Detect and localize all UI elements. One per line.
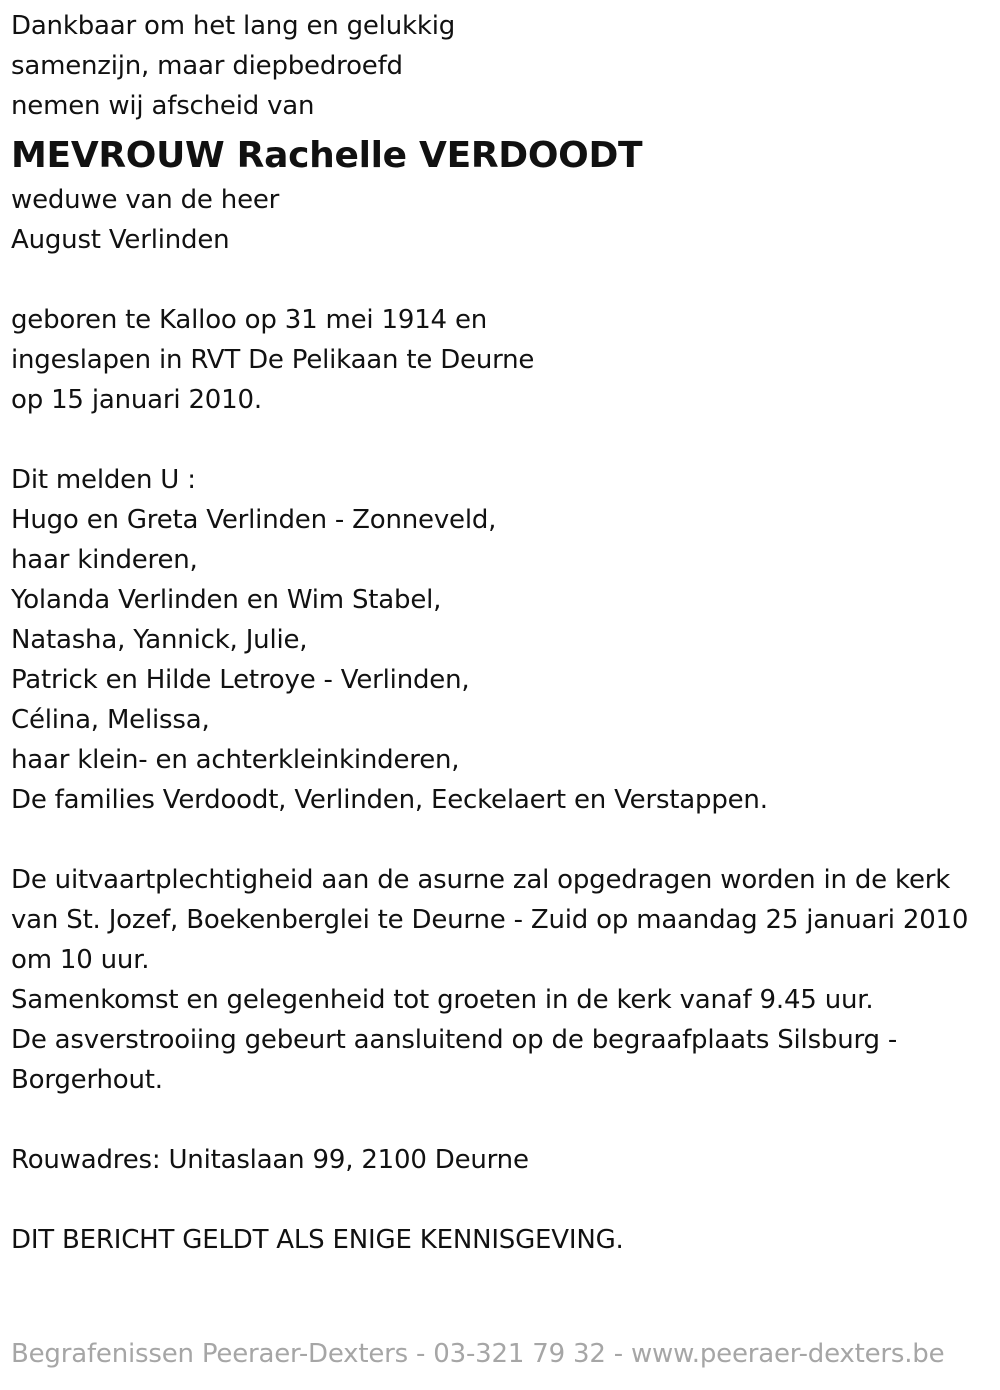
spouse-line: August Verlinden	[11, 225, 230, 255]
ceremony-line: Samenkomst en gelegenheid tot groeten in de kerk vanaf 9.45 uur.	[11, 985, 874, 1015]
spouse-line: weduwe van de heer	[11, 185, 280, 215]
ceremony-line: De asverstrooiing gebeurt aansluitend op de begraafplaats Silsburg -	[11, 1025, 898, 1055]
funeral-home-footer: Begrafenissen Peeraer-Dexters - 03-321 79 32 - www.peeraer-dexters.be	[11, 1339, 945, 1369]
ceremony-line: Borgerhout.	[11, 1065, 163, 1095]
family-line: Natasha, Yannick, Julie,	[11, 625, 308, 655]
spouse-block	[11, 180, 996, 260]
ceremony-line: van St. Jozef, Boekenberglei te Deurne - Zuid op maandag 25 januari 2010	[11, 905, 969, 935]
deceased-name: MEVROUW Rachelle VERDOODT	[11, 135, 643, 176]
family-line: Patrick en Hilde Letroye - Verlinden,	[11, 665, 470, 695]
obituary-document	[11, 6, 996, 1260]
birth-death-line: ingeslapen in RVT De Pelikaan te Deurne	[11, 345, 535, 375]
official-notice: DIT BERICHT GELDT ALS ENIGE KENNISGEVING.	[11, 1225, 624, 1255]
intro-line: Dankbaar om het lang en gelukkig	[11, 11, 456, 41]
ceremony-line: De uitvaartplechtigheid aan de asurne zal opgedragen worden in de kerk	[11, 865, 951, 895]
family-line: Hugo en Greta Verlinden - Zonneveld,	[11, 505, 497, 535]
spacer	[11, 420, 996, 460]
ceremony-block	[11, 860, 996, 1100]
intro-line: samenzijn, maar diepbedroefd	[11, 51, 403, 81]
spacer	[11, 1180, 996, 1220]
mourning-address: Rouwadres: Unitaslaan 99, 2100 Deurne	[11, 1145, 529, 1175]
birth-death-line: op 15 januari 2010.	[11, 385, 262, 415]
ceremony-line: om 10 uur.	[11, 945, 150, 975]
family-line: Dit melden U :	[11, 465, 196, 495]
family-line: Célina, Melissa,	[11, 705, 210, 735]
family-line: De families Verdoodt, Verlinden, Eeckelaert en Verstappen.	[11, 785, 768, 815]
spacer	[11, 820, 996, 860]
birth-death-line: geboren te Kalloo op 31 mei 1914 en	[11, 305, 488, 335]
family-block	[11, 460, 996, 820]
intro-block	[11, 6, 996, 126]
birth-death-block	[11, 300, 996, 420]
spacer	[11, 260, 996, 300]
intro-line: nemen wij afscheid van	[11, 91, 315, 121]
family-line: haar kinderen,	[11, 545, 198, 575]
spacer	[11, 1100, 996, 1140]
family-line: Yolanda Verlinden en Wim Stabel,	[11, 585, 442, 615]
family-line: haar klein- en achterkleinkinderen,	[11, 745, 460, 775]
